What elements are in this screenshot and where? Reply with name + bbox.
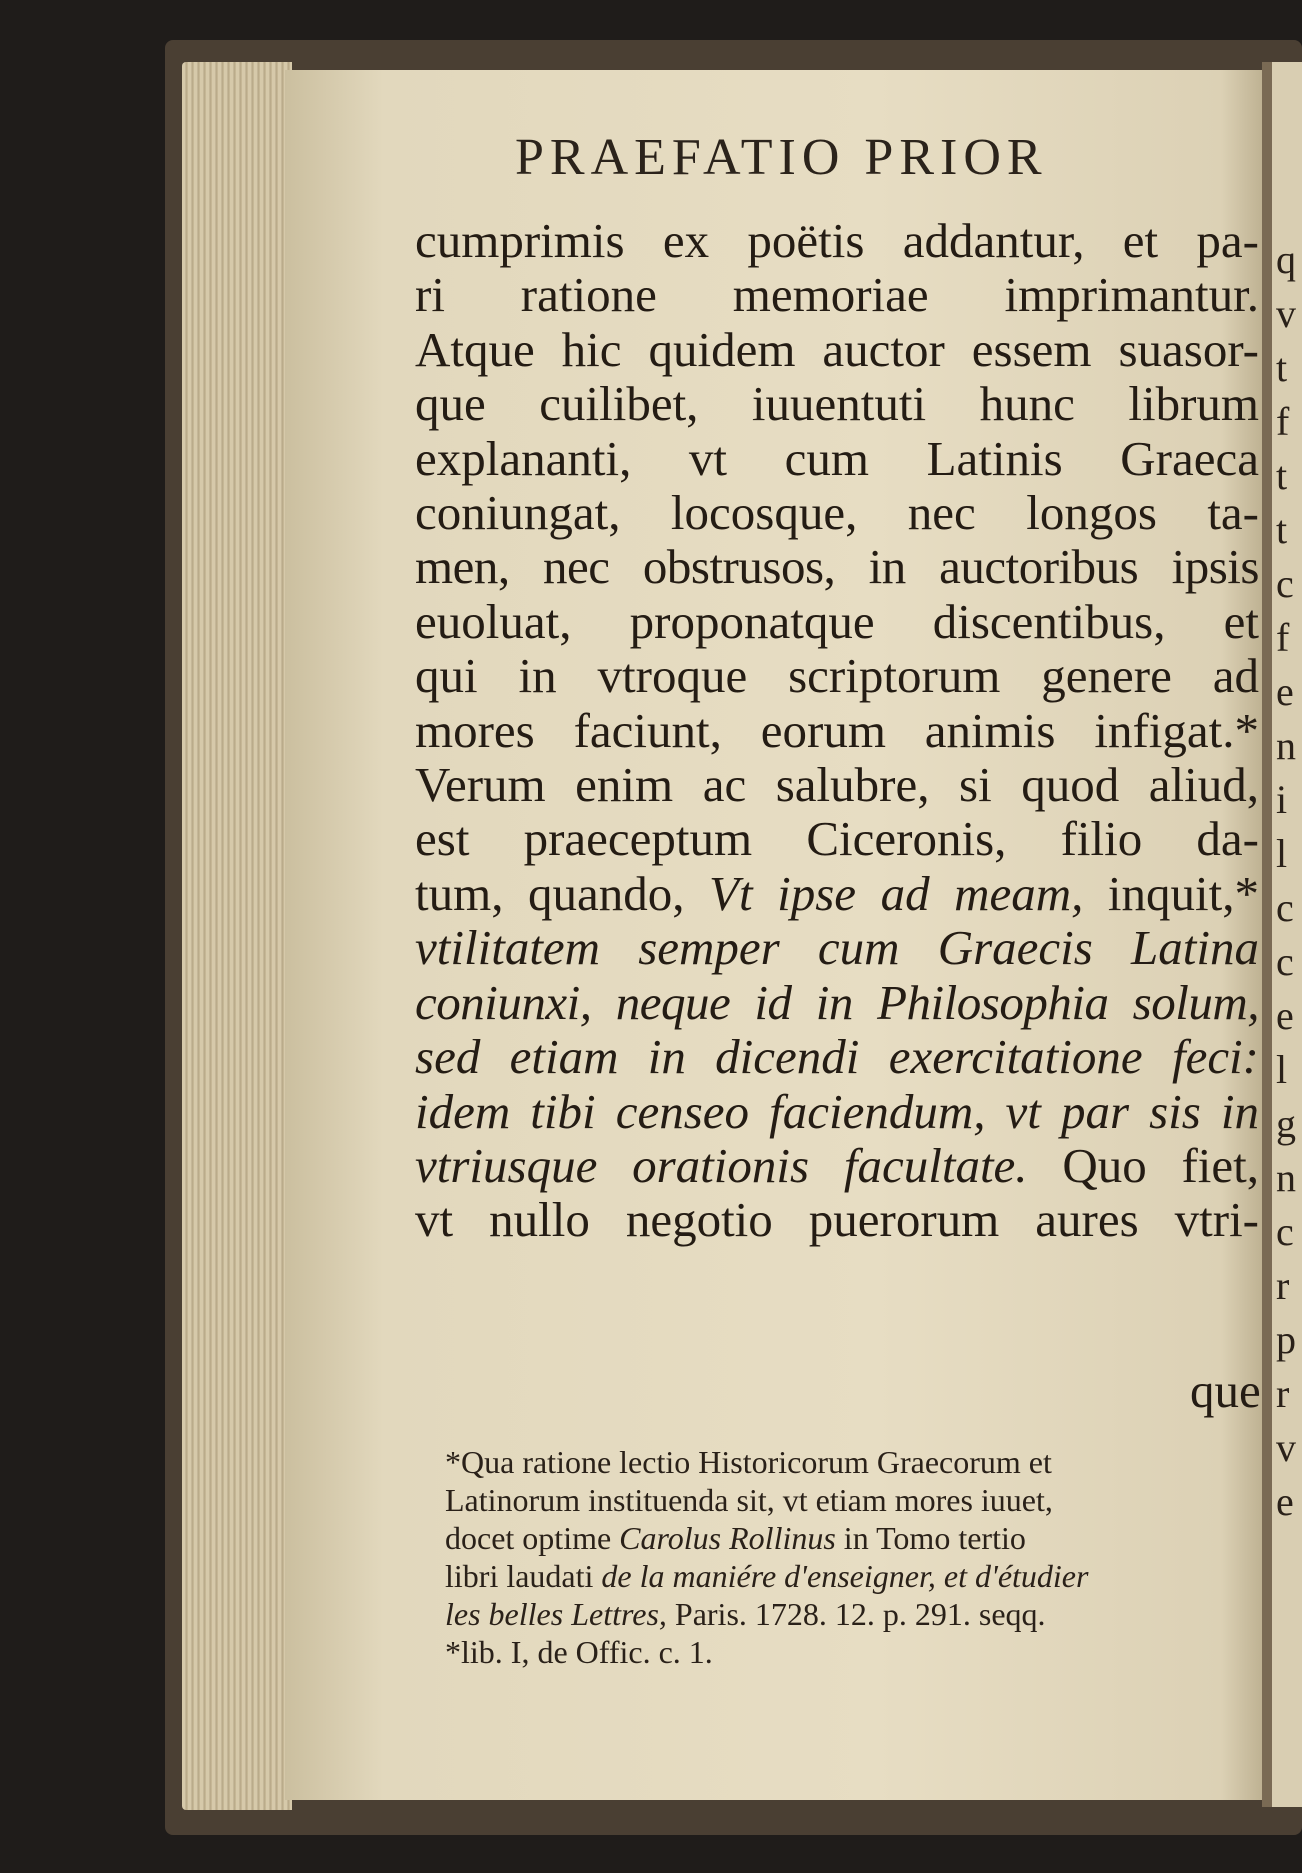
facing-page-letter: f — [1276, 399, 1290, 444]
facing-page-letter: c — [1276, 1209, 1294, 1254]
facing-page-letter: l — [1276, 831, 1288, 876]
italic-run: Vt ipse ad meam, — [709, 866, 1084, 921]
page-edges — [182, 62, 292, 1810]
facing-page-letter: t — [1276, 453, 1288, 498]
italic-run: les belles Lettres, — [445, 1596, 667, 1632]
text-run: in Tomo tertio — [835, 1520, 1026, 1556]
footnote-line — [445, 1557, 1265, 1595]
text-run: tum, quando, — [415, 866, 710, 921]
italic-run: Carolus Rollinus — [619, 1520, 836, 1556]
text-line: men, nec obstrusos, in auctoribus ipsis — [415, 540, 1259, 595]
text-line: Atque hic quidem auctor essem suasor- — [415, 322, 1259, 377]
body-text — [415, 214, 1259, 1248]
italic-line: idem tibi censeo faciendum, vt par sis in — [415, 1084, 1259, 1139]
facing-page-letter: c — [1276, 939, 1294, 984]
italic-run: de la maniére d'enseigner, et d'étudier — [601, 1558, 1089, 1594]
facing-page-letter: i — [1276, 777, 1288, 822]
text-line: ri ratione memoriae imprimantur. — [415, 268, 1259, 323]
facing-page-letter: e — [1276, 1479, 1294, 1524]
running-head: PRAEFATIO PRIOR — [515, 129, 1048, 186]
facing-page-letter: n — [1276, 1155, 1296, 1200]
facing-page-letter: q — [1276, 237, 1296, 282]
facing-page-letter: f — [1276, 615, 1290, 660]
text-line: Verum enim ac salubre, si quod aliud, — [415, 758, 1259, 813]
footnote-line: Latinorum instituenda sit, vt etiam mores iuuet, — [445, 1482, 1053, 1518]
facing-page-letter: e — [1276, 993, 1294, 1038]
facing-page-letter: t — [1276, 507, 1288, 552]
text-line: que cuilibet, iuuentuti hunc librum — [415, 377, 1259, 432]
text-line: euoluat, proponatque discentibus, et — [415, 594, 1259, 649]
italic-run: vtriusque orationis facultate. — [415, 1138, 1028, 1193]
text-line: coniungat, locosque, nec longos ta- — [415, 486, 1259, 541]
text-run: Quo fiet, — [1027, 1138, 1259, 1193]
text-line — [415, 867, 1259, 921]
facing-page-letter: r — [1276, 1371, 1290, 1416]
facing-page-letter: c — [1276, 561, 1294, 606]
text-run: Paris. 1728. 12. p. 291. seqq. — [666, 1596, 1046, 1632]
footnote-line: *lib. I, de Offic. c. 1. — [445, 1634, 713, 1670]
facing-page-letter: g — [1276, 1101, 1296, 1146]
text-line: vt nullo negotio puerorum aures vtri- — [415, 1193, 1259, 1248]
text-line: cumprimis ex poëtis addantur, et pa- — [415, 214, 1259, 268]
italic-line: coniunxi, neque id in Philosophia solum, — [415, 975, 1259, 1030]
footnotes — [445, 1443, 1265, 1671]
italic-line: vtilitatem semper cum Graecis Latina — [415, 921, 1259, 976]
text-line — [415, 1139, 1259, 1193]
text-line: mores faciunt, eorum animis infigat.* — [415, 703, 1259, 758]
text-line: est praeceptum Ciceronis, filio da- — [415, 812, 1259, 867]
facing-page-letter: p — [1276, 1317, 1296, 1362]
text-run: docet optime — [445, 1520, 620, 1556]
text-run: libri laudati — [445, 1558, 602, 1594]
footnote-line — [445, 1519, 1265, 1557]
facing-page-letter: l — [1276, 1047, 1288, 1092]
facing-page-letter: r — [1276, 1263, 1290, 1308]
footnote-line — [445, 1595, 1265, 1633]
facing-page-letter: n — [1276, 723, 1296, 768]
facing-page-letter: c — [1276, 885, 1294, 930]
facing-page-letter: v — [1276, 291, 1296, 336]
facing-page-letter: t — [1276, 345, 1288, 390]
facing-page-letter: v — [1276, 1425, 1296, 1470]
text-line: qui in vtroque scriptorum genere ad — [415, 649, 1259, 704]
facing-page-letter: e — [1276, 669, 1294, 714]
catchword: que — [1190, 1363, 1261, 1418]
footnote-line: *Qua ratione lectio Historicorum Graecorum et — [445, 1444, 1052, 1480]
text-line: explananti, vt cum Latinis Graeca — [415, 431, 1259, 486]
text-run: inquit,* — [1083, 866, 1259, 921]
facing-page-edge — [1272, 62, 1302, 1807]
italic-line: sed etiam in dicendi exercitatione feci: — [415, 1030, 1259, 1085]
